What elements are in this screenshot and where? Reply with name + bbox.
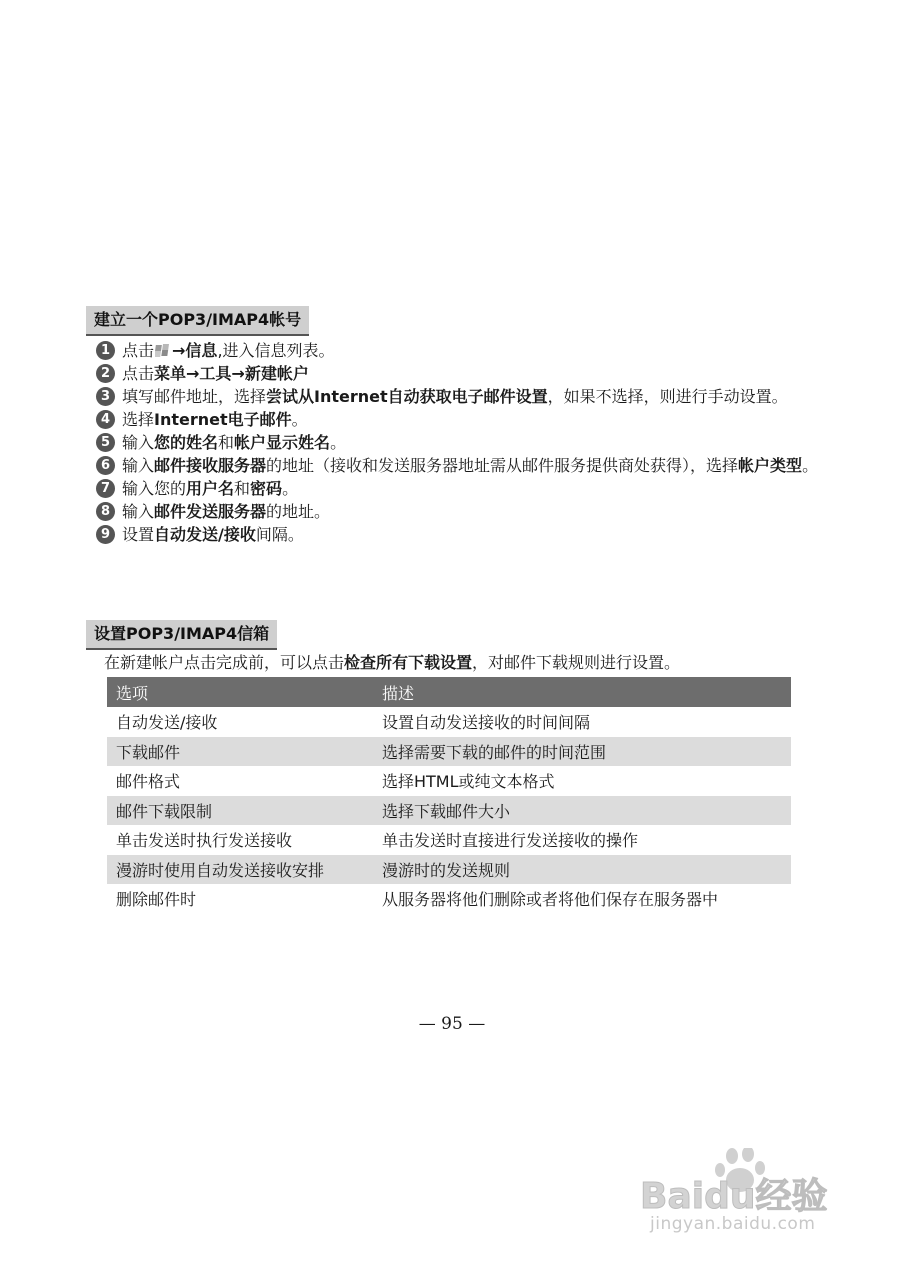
step-item (96, 478, 826, 499)
bold-term: 密码 (250, 479, 283, 498)
step-number-badge: 1 (96, 341, 115, 360)
bold-term: 您的姓名 (154, 433, 219, 452)
step-item (96, 524, 826, 545)
step-number-badge: 4 (96, 410, 115, 429)
text-run: 选择 (122, 410, 155, 429)
step-item (96, 363, 826, 384)
section-heading-create-account: 建立一个POP3/IMAP4帐号 (86, 306, 309, 334)
step-item (96, 501, 826, 522)
step-number-badge: 7 (96, 479, 115, 498)
bold-term: 用户名 (186, 479, 235, 498)
text-run: 和 (218, 433, 235, 452)
bold-term: 自动发送/接收 (154, 525, 256, 544)
step-number-badge: 2 (96, 364, 115, 383)
text-run: 填写邮件地址，选择 (122, 387, 267, 406)
option-cell: 自动发送/接收 (116, 713, 218, 733)
step-item (96, 455, 826, 476)
text-run: 在新建帐户点击完成前，可以点击 (104, 653, 345, 672)
text-run: 输入 (122, 433, 155, 452)
option-cell: 邮件格式 (116, 772, 181, 792)
table-row (107, 884, 791, 914)
table-header-row (107, 677, 791, 707)
table-row (107, 825, 791, 855)
text-run: 间隔。 (255, 525, 304, 544)
bold-term: 菜单→工具→新建帐户 (154, 364, 309, 383)
step-item (96, 432, 826, 453)
text-run: ，对邮件下载规则进行设置。 (472, 653, 681, 672)
table-row (107, 766, 791, 796)
watermark-url: jingyan.baidu.com (650, 1214, 816, 1234)
description-cell: 选择下载邮件大小 (373, 796, 791, 826)
table-row (107, 707, 791, 737)
description-cell: 选择需要下载的邮件的时间范围 (373, 737, 791, 767)
text-run: 输入您的 (122, 479, 187, 498)
bold-term: 邮件发送服务器 (154, 502, 267, 521)
step-item (96, 409, 826, 430)
column-header-option: 选项 (107, 677, 373, 707)
table-row (107, 855, 791, 885)
bold-term: Internet电子邮件 (154, 410, 292, 429)
bold-term: →信息 (172, 341, 218, 360)
step-number-badge: 6 (96, 456, 115, 475)
text-run: 设置 (122, 525, 155, 544)
start-flag-icon (155, 344, 171, 358)
table-row (107, 737, 791, 767)
text-run: 和 (234, 479, 251, 498)
option-cell: 删除邮件时 (116, 890, 197, 910)
step-number-badge: 5 (96, 433, 115, 452)
option-cell: 邮件下载限制 (107, 796, 373, 826)
watermark-brand: Baidu经验 (640, 1176, 828, 1217)
step-number-badge: 8 (96, 502, 115, 521)
options-table (107, 677, 791, 914)
section-heading-mailbox-settings: 设置POP3/IMAP4信箱 (86, 620, 277, 648)
step-number-badge: 3 (96, 387, 115, 406)
page-number: — 95 — (418, 1014, 486, 1034)
bold-term: 尝试从Internet自动获取电子邮件设置 (266, 387, 548, 406)
bold-term: 邮件接收服务器 (154, 456, 267, 475)
description-cell: 漫游时的发送规则 (373, 855, 791, 885)
text-run: 的地址（接收和发送服务器地址需从邮件服务提供商处获得），选择 (266, 456, 739, 475)
description-cell: 选择HTML或纯文本格式 (382, 772, 555, 792)
intro-paragraph (104, 652, 680, 674)
table-row (107, 796, 791, 826)
description-cell: 从服务器将他们删除或者将他们保存在服务器中 (382, 890, 719, 910)
text-run: 。 (291, 410, 308, 429)
step-list (96, 340, 826, 547)
option-cell: 单击发送时执行发送接收 (116, 831, 293, 851)
text-run: 输入 (122, 456, 155, 475)
option-cell: 漫游时使用自动发送接收安排 (107, 855, 373, 885)
text-run: 点击 (122, 364, 155, 383)
text-run: 。 (282, 479, 299, 498)
step-item (96, 340, 826, 361)
bold-term: 帐户显示姓名 (234, 433, 331, 452)
text-run: 输入 (122, 502, 155, 521)
step-number-badge: 9 (96, 525, 115, 544)
text-run: 。 (802, 456, 819, 475)
text-run: ,进入信息列表。 (217, 341, 335, 360)
option-cell: 下载邮件 (107, 737, 373, 767)
description-cell: 设置自动发送接收的时间间隔 (382, 713, 591, 733)
text-run: 的地址。 (266, 502, 331, 521)
description-cell: 单击发送时直接进行发送接收的操作 (382, 831, 639, 851)
bold-term: 帐户类型 (738, 456, 803, 475)
step-item (96, 386, 826, 407)
bold-term: 检查所有下载设置 (344, 653, 473, 672)
column-header-description: 描述 (373, 677, 791, 707)
text-run: 点击 (122, 341, 155, 360)
text-run: 。 (330, 433, 347, 452)
text-run: ，如果不选择，则进行手动设置。 (547, 387, 788, 406)
